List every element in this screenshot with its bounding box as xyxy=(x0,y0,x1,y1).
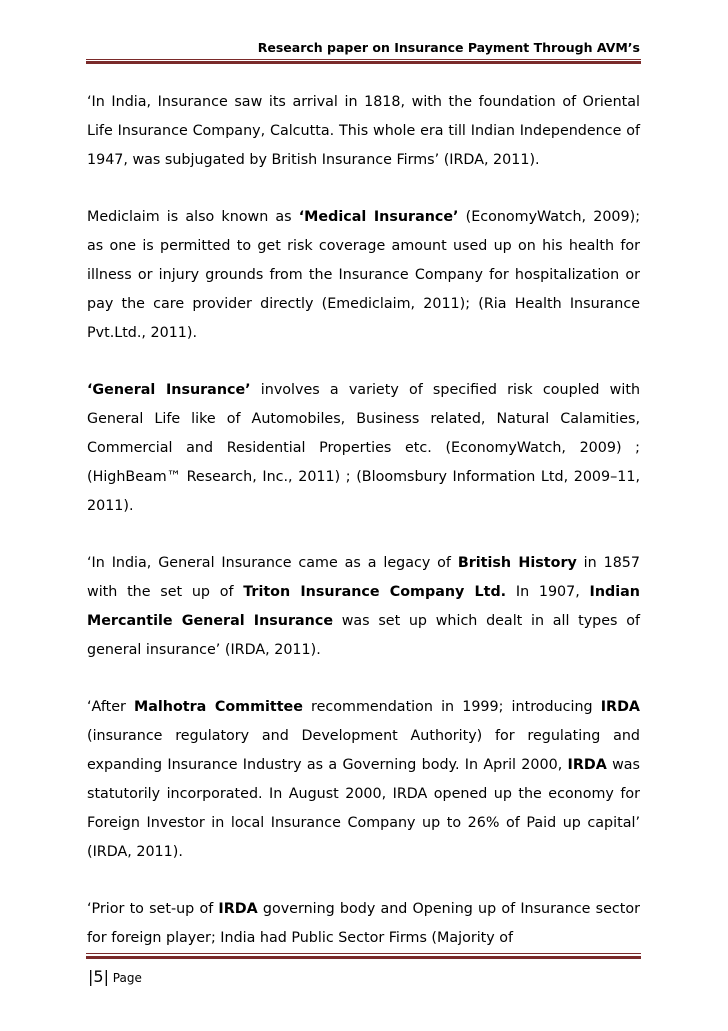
text-span: recommendation in 1999; introducing xyxy=(302,699,601,715)
body-text xyxy=(87,88,640,981)
paragraph xyxy=(87,693,640,867)
page-footer xyxy=(88,967,142,986)
text-span: Mediclaim is also known as xyxy=(87,209,299,225)
bold-term: IRDA xyxy=(600,699,640,715)
page-bar-right: | xyxy=(103,967,109,986)
bold-term: Triton Insurance Company Ltd. xyxy=(243,584,507,600)
text-span: In 1907, xyxy=(506,584,590,600)
paragraph xyxy=(87,203,640,348)
text-span: governing body and Opening up of Insurance sector for foreign player; India had Public Sector Firms (Majority of xyxy=(87,901,640,946)
header-rule-thick xyxy=(86,61,641,64)
paragraph xyxy=(87,376,640,521)
text-span: in 1857 with the set up of xyxy=(87,555,640,600)
bold-term: Indian Mercantile General Insurance xyxy=(87,584,640,629)
text-span: ‘After xyxy=(87,699,134,715)
header-rule xyxy=(86,59,641,60)
text-span: (EconomyWatch, 2009); as one is permitted to get risk coverage amount used up on his health for illness or injury grounds from the Insurance Company for hospitalization or pay the care provider directly (Emediclaim, 2011); (Ria Health Insurance Pvt.Ltd., 2011). xyxy=(87,209,641,341)
text-span: ‘In India, Insurance saw its arrival in 1818, with the foundation of Oriental Life Insurance Company, Calcutta. This whole era till Indian Independence of 1947, was subjugated by British Insurance Firms’ (IRDA, 2011). xyxy=(87,94,640,168)
footer-rule xyxy=(86,953,641,954)
bold-term: IRDA xyxy=(567,757,607,773)
text-span: ‘Prior to set-up of xyxy=(87,901,219,917)
footer-rule-thick xyxy=(86,956,641,959)
bold-term: ‘Medical Insurance’ xyxy=(298,209,459,225)
bold-term: Malhotra Committee xyxy=(134,699,303,715)
bold-term: ‘General Insurance’ xyxy=(87,382,251,398)
paragraph xyxy=(87,88,640,175)
paragraph xyxy=(87,549,640,665)
text-span: ‘In India, General Insurance came as a legacy of xyxy=(87,555,458,571)
page-bar-left: | xyxy=(88,967,94,986)
page-label: Page xyxy=(112,971,142,985)
text-span: (insurance regulatory and Development Authority) for regulating and expanding Insurance Industry as a Governing body. In April 2000, xyxy=(87,728,640,773)
text-span: involves a variety of specified risk coupled with General Life like of Automobiles, Business related, Natural Calamities, Commercial and Residential Properties etc. (EconomyWatch, 2009) ; (HighBeam™ Research, Inc., 2011) ; (Bloomsbury Information Ltd, 2009–11, 2011). xyxy=(87,382,640,514)
page-number: 5 xyxy=(93,967,104,986)
bold-term: IRDA xyxy=(218,901,258,917)
text-span: was set up which dealt in all types of general insurance’ (IRDA, 2011). xyxy=(87,613,640,658)
paragraph xyxy=(87,895,640,953)
bold-term: British History xyxy=(457,555,577,571)
running-header: Research paper on Insurance Payment Through AVM’s xyxy=(257,40,640,55)
text-span: was statutorily incorporated. In August 2000, IRDA opened up the economy for Foreign Investor in local Insurance Company up to 26% of Paid up capital’ (IRDA, 2011). xyxy=(87,757,640,860)
